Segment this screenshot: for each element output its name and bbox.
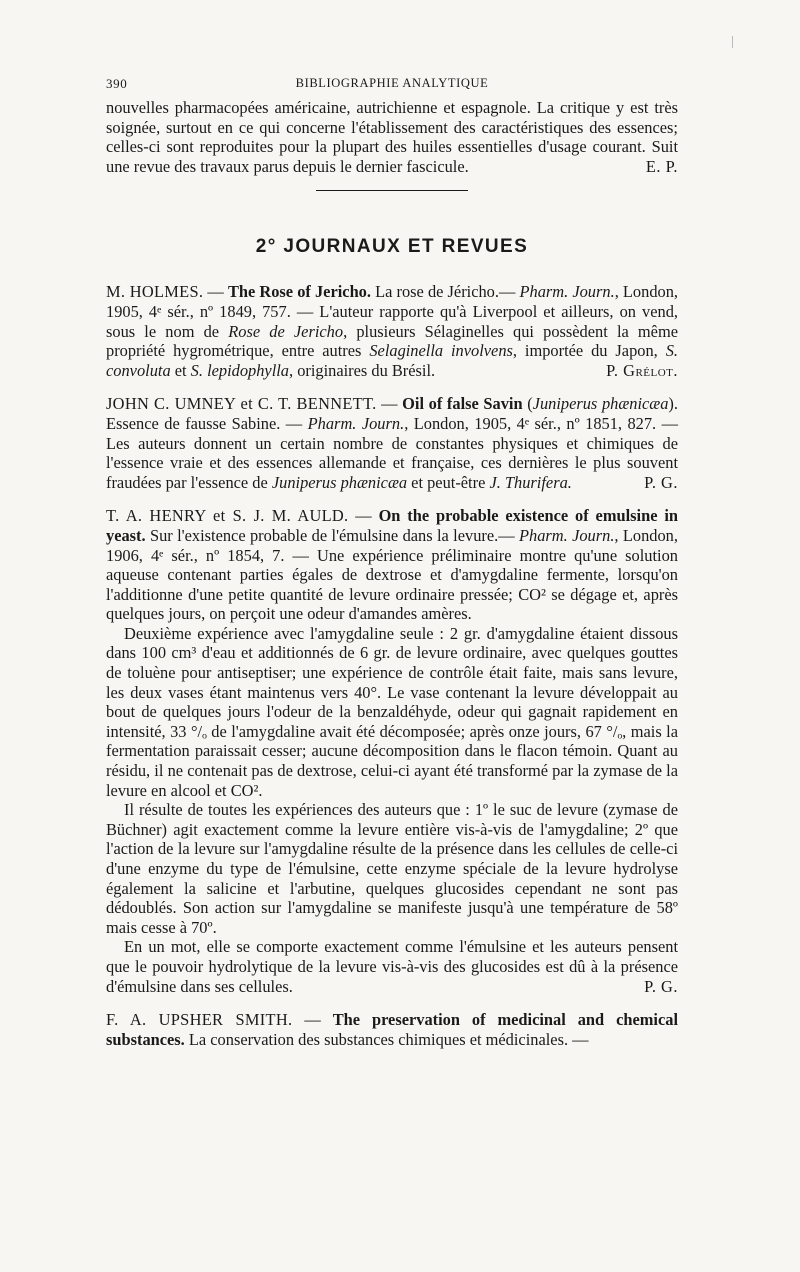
entry-paragraph: Il résulte de toutes les expériences des auteurs que : 1º le suc de levure (zymase de Büchner) agit exactement comme la levure entière vis-à-vis de l'amygdaline; 2º que l'action de la levure sur l'amygdaline résulte de la présence dans les cellules de celle-ci d'une enzyme du type de l'émulsine, cette enzyme spéciale de la levure hydrolyse également la salicine et l'arbutine, quelques glucosides cependant ne sont pas dédoublés. Son action sur l'amygdaline se manifeste jusqu'à une température de 58º mais cesse à 70º.: [106, 800, 678, 937]
section-heading: 2° JOURNAUX ET REVUES: [255, 236, 529, 258]
entry-author: T. A. HENRY et S. J. M. AULD.: [106, 506, 349, 526]
page-number: 390: [106, 76, 128, 91]
journal-name: Pharm. Journ.: [307, 413, 405, 433]
entry-text: , London, 1906, 4ᵉ sér., nº 1854, 7. — Une expérience préliminaire montre qu'une solution aqueuse contenant parties égales de dextrose et d'amygdaline fermente, lorsqu'on l'additionne d'une petite quantité de levure ordinaire pressée; CO² se dégage et, après quelques jours, on perçoit une odeur d'amandes amères.: [106, 525, 678, 624]
italic-term: Rose de Jericho: [228, 321, 344, 341]
entry-text: En un mot, elle se comporte exactement comme l'émulsine et les auteurs pensent que le pouvoir hydrolytique de la levure vis-à-vis des glucosides est dû à la présence d'émulsine dans ses cellules.: [106, 937, 678, 996]
review-entry-smith: [106, 1010, 678, 1049]
entry-signature: P. Grélot.: [606, 360, 678, 380]
review-entry-holmes: [106, 282, 678, 380]
entry-paragraph: F. A. UPSHER SMITH. — The preservation of medicinal and chemical substances. La conservation des substances chimiques et médicinales. —: [106, 1010, 678, 1049]
entry-text: Sur l'existence probable de l'émulsine dans la levure.—: [145, 525, 519, 545]
entry-paragraph: Deuxième expérience avec l'amygdaline seule : 2 gr. d'amygdaline étaient dissous dans 100 cm³ d'eau et additionnés de 6 gr. de levure ordinaire, avec quelques gouttes de toluène pour antiseptiser; une expérience de contrôle était faite, mais sans levure, les deux vases étant maintenus vers 40°. Le vase contenant la levure développait au bout de quelques jours l'odeur de la benzaldéhyde, odeur qui gagnait rapidement en intensité, 33 °/ₒ de l'amygdaline avait été décomposée; après onze jours, 67 °/ₒ, mais la fermentation paraissait cesser; aucune décomposition dans le flacon témoin. Quant au résidu, il ne contenait pas de dextrose, celui-ci ayant été transformé par la zymase de la levure en alcool et CO².: [106, 623, 678, 800]
entry-title: The preservation of medicinal and chemical substances.: [106, 1010, 678, 1049]
running-title: BIBLIOGRAPHIE ANALYTIQUE: [295, 76, 489, 90]
entry-title: Oil of false Savin: [402, 394, 523, 414]
section-divider: [316, 190, 468, 191]
entry-paragraph: T. A. HENRY et S. J. M. AULD. — On the probable existence of emulsine in yeast. Sur l'existence probable de l'émulsine dans la levure.— Pharm. Journ., London, 1906, 4ᵉ sér., nº 1854, 7. — Une expérience préliminaire montre qu'une solution aqueuse contenant parties égales de dextrose et d'amygdaline fermente, lorsqu'on l'additionne d'une petite quantité de levure ordinaire pressée; CO² se dégage et, après quelques jours, on perçoit une odeur d'amandes amères.: [106, 506, 678, 624]
journal-name: Pharm. Journ.: [519, 282, 615, 302]
entry-text: , importée du Japon,: [512, 341, 666, 361]
page: [106, 76, 678, 1063]
entry-signature: P. G.: [644, 472, 678, 492]
italic-term: J. Thurifera.: [489, 472, 572, 492]
italic-term: S. lepidophylla: [190, 360, 289, 380]
entry-text: , plusieurs Sélaginelles qui possèdent la même propriété hygrométrique, entre autres: [106, 321, 678, 361]
entry-paragraph: JOHN C. UMNEY et C. T. BENNETT. — Oil of false Savin (Juniperus phænicæa). Essence de fausse Sabine. — Pharm. Journ., London, 1905, 4ᵉ sér., nº 1851, 827. — Les auteurs donnent un certain nombre de constantes physiques et chimiques de l'essence vraie et des essences allemande et française, ces dernières le plus souvent fraudées par l'essence de Juniperus phænicæa et peut-être J. Thurifera. P. G.: [106, 394, 679, 492]
intro-paragraph: [106, 98, 678, 176]
entry-text: et peut-être: [407, 472, 490, 492]
entry-text: La rose de Jéricho.—: [370, 282, 520, 302]
entry-title: The Rose of Jericho.: [227, 282, 371, 302]
entry-text: et: [170, 360, 191, 380]
entry-paragraph: [106, 937, 678, 996]
entry-author: M. HOLMES.: [106, 282, 204, 302]
entry-text: La conservation des substances chimiques et médicinales. —: [184, 1029, 589, 1049]
journal-name: Pharm. Journ.: [519, 525, 615, 545]
scan-mark: [732, 36, 733, 48]
italic-term: Juniperus phænicæa: [271, 472, 408, 492]
italic-term: S. convoluta: [106, 341, 678, 380]
intro-paragraph-block: [106, 98, 678, 176]
italic-term: Selaginella involvens: [369, 341, 513, 361]
entry-text: , London, 1905, 4ᵉ sér., nº 1851, 827. — Les auteurs donnent un certain nombre de constantes physiques et chimiques de l'essence vraie et des essences allemande et française, ces dernières le plus souvent fraudées par l'essence de: [106, 413, 679, 492]
entry-text: , originaires du Brésil.: [289, 360, 436, 380]
review-entry-henry: [106, 506, 678, 996]
running-head: [106, 76, 678, 98]
entry-author: F. A. UPSHER SMITH.: [106, 1010, 293, 1030]
entry-text: ). Essence de fausse Sabine. —: [106, 394, 678, 433]
intro-signature: E. P.: [645, 156, 678, 176]
review-entry-umney: [106, 394, 678, 492]
entry-text: (: [522, 394, 533, 414]
entry-text: , London, 1905, 4ᵉ sér., nº 1849, 757. — L'auteur rapporte qu'à Liverpool et ailleurs, on vend, sous le nom de: [106, 282, 678, 341]
entry-author: JOHN C. UMNEY et C. T. BENNETT.: [106, 394, 377, 414]
entry-paragraph: M. HOLMES. — The Rose of Jericho. La rose de Jéricho.— Pharm. Journ., London, 1905, 4ᵉ sér., nº 1849, 757. — L'auteur rapporte qu'à Liverpool et ailleurs, on vend, sous le nom de Rose de Jericho, plusieurs Sélaginelles qui possèdent la même propriété hygrométrique, entre autres Selaginella involvens, importée du Japon, S. convoluta et S. lepidophylla, originaires du Brésil. P. Grélot.: [106, 282, 678, 380]
entry-signature: P. G.: [644, 976, 678, 996]
entry-title: On the probable existence of emulsine in yeast.: [106, 506, 678, 545]
italic-term: Juniperus phænicæa: [532, 394, 669, 414]
intro-text: nouvelles pharmacopées américaine, autrichienne et espagnole. La critique y est très soignée, surtout en ce qui concerne l'établissement des caractéristiques des essences; celles-ci sont reproduites pour la plupart des huiles essentielles d'usage courant. Suit une revue des travaux parus depuis le dernier fascicule.: [106, 98, 678, 176]
